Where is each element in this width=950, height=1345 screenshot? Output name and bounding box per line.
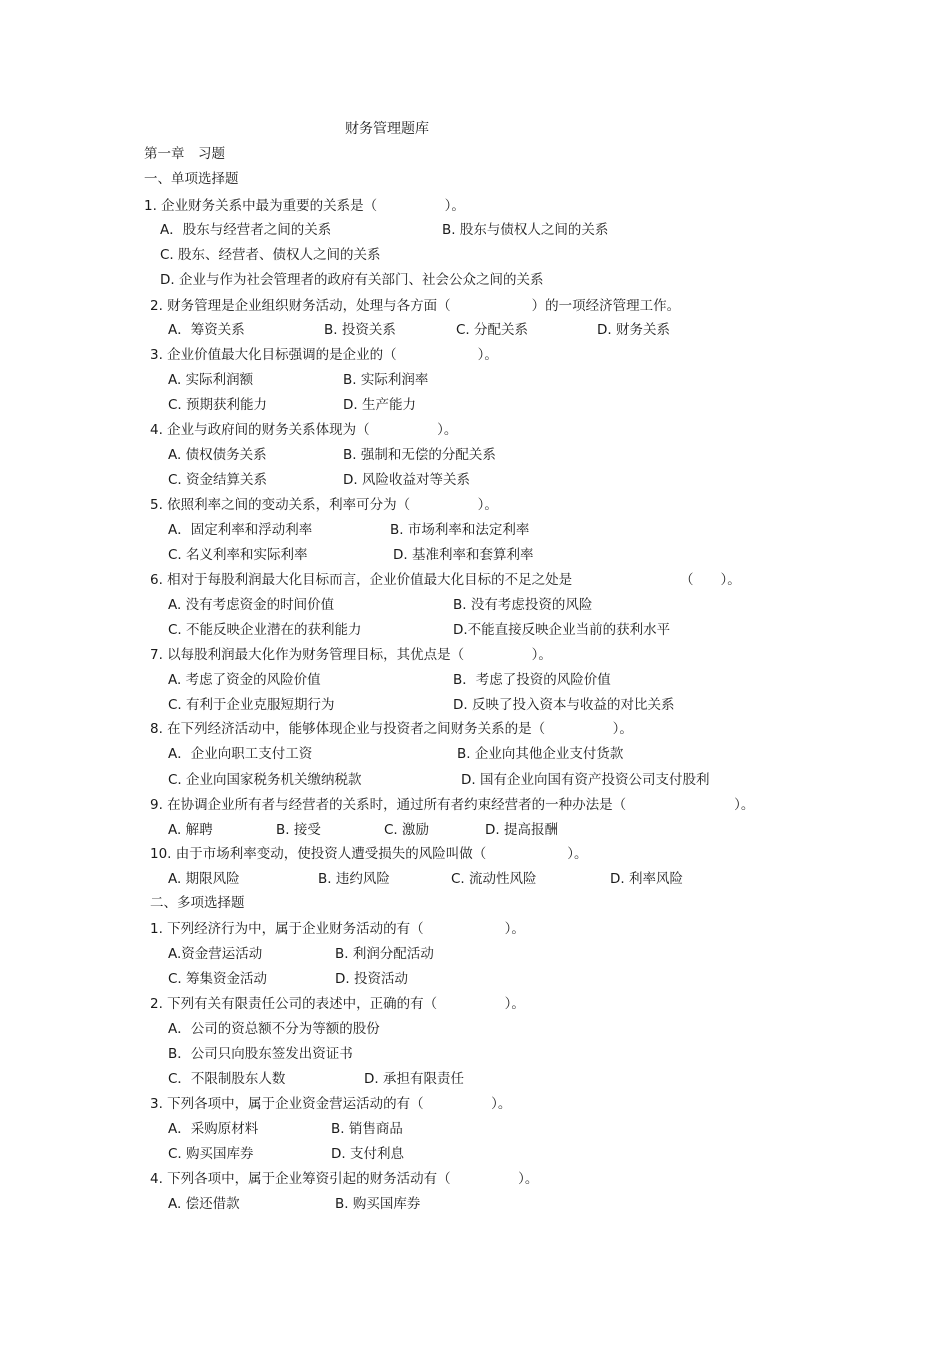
option-b: B. 购买国库券: [335, 1196, 421, 1212]
question-stem: 8. 在下列经济活动中，能够体现企业与投资者之间财务关系的是（ ）。: [150, 721, 633, 737]
option-a: A. 没有考虑资金的时间价值: [168, 597, 335, 613]
question-stem: 6. 相对于每股利润最大化目标而言，企业价值最大化目标的不足之处是: [150, 572, 573, 588]
option-c: C. 流动性风险: [451, 871, 537, 887]
option-b: B. 市场利率和法定利率: [390, 522, 530, 538]
section-heading-multiple-choice: 二、多项选择题: [150, 895, 245, 911]
option-d: D. 企业与作为社会管理者的政府有关部门、社会公众之间的关系: [160, 272, 544, 288]
option-d: D. 基准利率和套算利率: [393, 547, 534, 563]
section-heading-single-choice: 一、单项选择题: [144, 171, 239, 187]
document-title: 财务管理题库: [345, 121, 429, 137]
option-d: D. 风险收益对等关系: [343, 472, 470, 488]
chapter-heading: 第一章 习题: [144, 146, 225, 162]
option-b: B. 销售商品: [331, 1121, 403, 1137]
option-b: B. 企业向其他企业支付货款: [457, 746, 624, 762]
option-c: C. 预期获利能力: [168, 397, 268, 413]
option-d: D. 承担有限责任: [364, 1071, 464, 1087]
option-a: A.资金营运活动: [168, 946, 263, 962]
option-b: B．公司只向股东签发出资证书: [168, 1046, 353, 1062]
option-b: B. 投资关系: [324, 322, 396, 338]
question-stem: 1. 企业财务关系中最为重要的关系是（ ）。: [144, 198, 465, 214]
question-stem: 7. 以每股利润最大化作为财务管理目标，其优点是（ ）。: [150, 647, 552, 663]
option-c: C. 筹集资金活动: [168, 971, 268, 987]
option-b: B. 股东与债权人之间的关系: [442, 222, 609, 238]
option-a: A．公司的资总额不分为等额的股份: [168, 1021, 380, 1037]
question-stem: 4. 下列各项中，属于企业筹资引起的财务活动有（ ）。: [150, 1171, 539, 1187]
option-a: A．企业向职工支付工资: [168, 746, 313, 762]
option-c: C. 购买国库券: [168, 1146, 254, 1162]
option-d: D.不能直接反映企业当前的获利水平: [453, 622, 671, 638]
question-stem: 4. 企业与政府间的财务关系体现为（ ）。: [150, 422, 458, 438]
option-d: D. 支付利息: [331, 1146, 404, 1162]
question-stem: 9. 在协调企业所有者与经营者的关系时，通过所有者约束经营者的一种办法是（ ）。: [150, 797, 755, 813]
option-b: B. 实际利润率: [343, 372, 429, 388]
option-d: D. 国有企业向国有资产投资公司支付股利: [461, 772, 710, 788]
option-d: D. 财务关系: [597, 322, 670, 338]
option-d: D. 生产能力: [343, 397, 416, 413]
option-d: D. 利率风险: [610, 871, 683, 887]
option-b: B. 接受: [276, 822, 321, 838]
question-stem: 10. 由于市场利率变动，使投资人遭受损失的风险叫做（ ）。: [150, 846, 588, 862]
option-c: C. 资金结算关系: [168, 472, 268, 488]
option-c: C. 激励: [384, 822, 430, 838]
option-b: B. 没有考虑投资的风险: [453, 597, 593, 613]
option-a: A．股东与经营者之间的关系: [160, 222, 332, 238]
option-a: A．固定利率和浮动利率: [168, 522, 313, 538]
question-stem: 3. 企业价值最大化目标强调的是企业的（ ）。: [150, 347, 498, 363]
option-a: A. 偿还借款: [168, 1196, 240, 1212]
option-a: A. 实际利润额: [168, 372, 254, 388]
option-c: C．不限制股东人数: [168, 1071, 286, 1087]
option-a: A．采购原材料: [168, 1121, 259, 1137]
option-a: A. 期限风险: [168, 871, 240, 887]
question-stem: 1. 下列经济行为中，属于企业财务活动的有（ ）。: [150, 921, 525, 937]
option-b: B．考虑了投资的风险价值: [453, 672, 611, 688]
question-stem: 3. 下列各项中，属于企业资金营运活动的有（ ）。: [150, 1096, 512, 1112]
option-a: A. 考虑了资金的风险价值: [168, 672, 321, 688]
option-c: C. 有利于企业克服短期行为: [168, 697, 335, 713]
option-c: C. 名义利率和实际利率: [168, 547, 308, 563]
answer-blank: （ ）。: [680, 572, 741, 588]
option-b: B. 强制和无偿的分配关系: [343, 447, 496, 463]
option-c: C. 不能反映企业潜在的获利能力: [168, 622, 362, 638]
option-a: A．筹资关系: [168, 322, 245, 338]
option-b: B. 违约风险: [318, 871, 390, 887]
question-stem: 2. 财务管理是企业组织财务活动，处理与各方面（ ）的一项经济管理工作。: [150, 298, 681, 314]
option-c: C. 股东、经营者、债权人之间的关系: [160, 247, 381, 263]
option-d: D. 反映了投入资本与收益的对比关系: [453, 697, 675, 713]
option-b: B. 利润分配活动: [335, 946, 434, 962]
question-stem: 5. 依照利率之间的变动关系，利率可分为（ ）。: [150, 497, 498, 513]
option-c: C. 企业向国家税务机关缴纳税款: [168, 772, 362, 788]
question-stem: 2. 下列有关有限责任公司的表述中，正确的有（ ）。: [150, 996, 525, 1012]
option-a: A. 债权债务关系: [168, 447, 267, 463]
option-c: C. 分配关系: [456, 322, 529, 338]
option-a: A. 解聘: [168, 822, 213, 838]
option-d: D. 投资活动: [335, 971, 408, 987]
option-d: D. 提高报酬: [485, 822, 558, 838]
